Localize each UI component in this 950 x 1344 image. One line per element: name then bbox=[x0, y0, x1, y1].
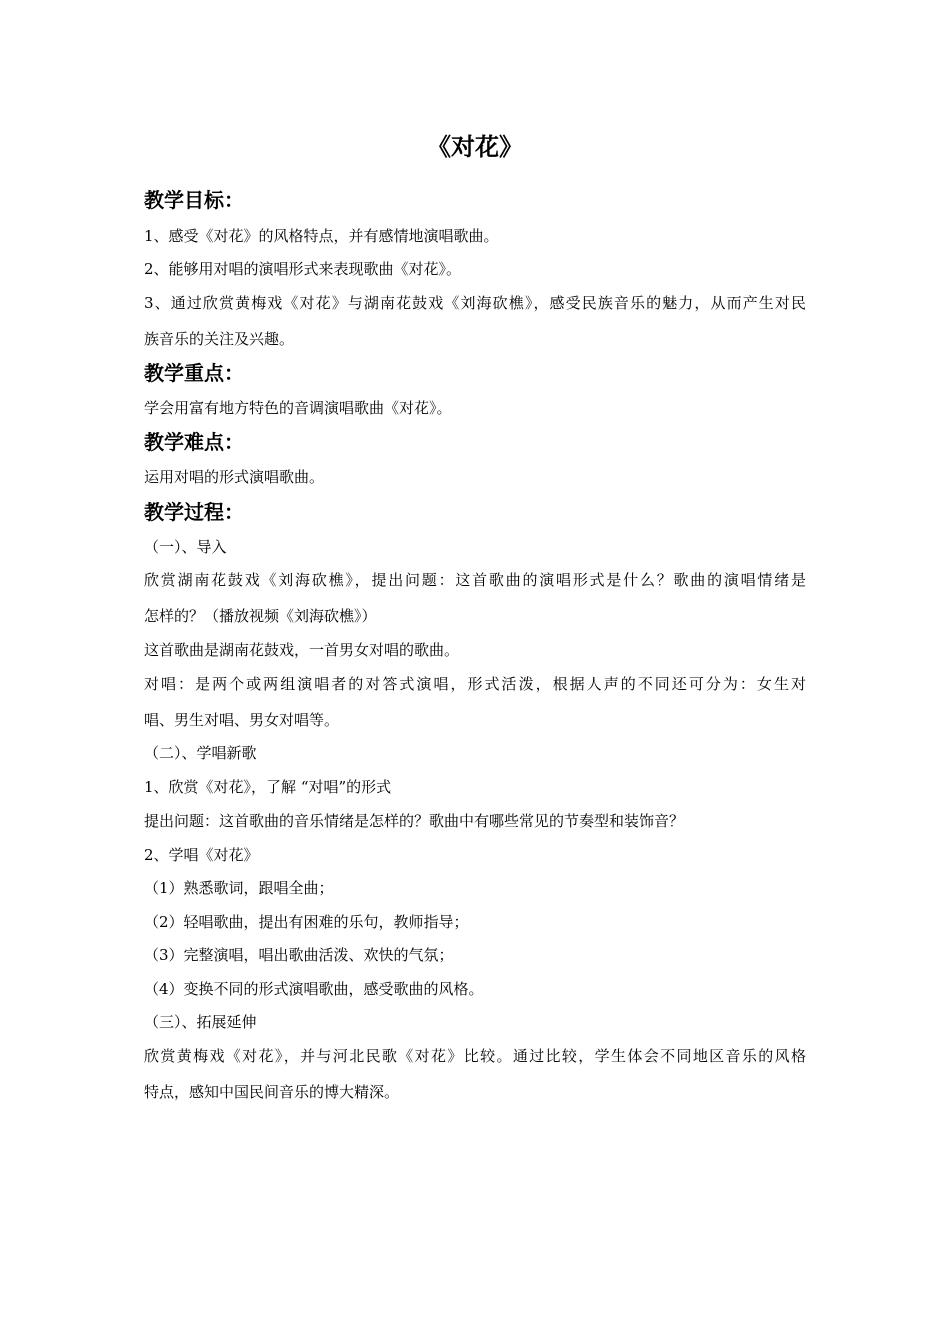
page-title: 《对花》 bbox=[427, 133, 523, 161]
process-line: 欣赏湖南花鼓戏《刘海砍樵》，提出问题：这首歌曲的演唱形式是什么？歌曲的演唱情绪是 bbox=[144, 571, 806, 589]
process-line: 怎样的？（播放视频《刘海砍樵》） bbox=[144, 607, 377, 625]
process-step-learn: （二）、学唱新歌 bbox=[144, 744, 257, 762]
process-step-extend: （三）、拓展延伸 bbox=[144, 1013, 257, 1031]
process-line: 1、欣赏《对花》，了解 “对唱”的形式 bbox=[144, 778, 392, 796]
process-line: 欣赏黄梅戏《对花》，并与河北民歌《对花》比较。通过比较，学生体会不同地区音乐的风格 bbox=[144, 1047, 806, 1065]
process-substep: （1）熟悉歌词，跟唱全曲； bbox=[144, 879, 334, 897]
process-heading: 教学过程： bbox=[144, 500, 244, 524]
objectives-heading: 教学目标： bbox=[144, 188, 244, 212]
difficulty-item-1: 运用对唱的形式演唱歌曲。 bbox=[144, 468, 325, 486]
process-line: 唱、男生对唱、男女对唱等。 bbox=[144, 711, 340, 729]
process-substep: （3）完整演唱，唱出歌曲活泼、欢快的气氛； bbox=[144, 946, 454, 964]
process-step-intro: （一）、导入 bbox=[144, 538, 227, 556]
key-point-item-1: 学会用富有地方特色的音调演唱歌曲《对花》。 bbox=[144, 399, 452, 417]
objective-item-3-continued: 族音乐的关注及兴趣。 bbox=[144, 330, 295, 348]
objective-item-2: 2、能够用对唱的演唱形式来表现歌曲《对花》。 bbox=[144, 260, 462, 278]
process-substep: （4）变换不同的形式演唱歌曲，感受歌曲的风格。 bbox=[144, 980, 484, 998]
key-points-heading: 教学重点： bbox=[144, 361, 244, 385]
process-line: 对唱：是两个或两组演唱者的对答式演唱，形式活泼，根据人声的不同还可分为：女生对 bbox=[144, 675, 806, 693]
process-line: 2、学唱《对花》 bbox=[144, 846, 259, 864]
process-line: 特点，感知中国民间音乐的博大精深。 bbox=[144, 1083, 400, 1101]
difficulties-heading: 教学难点： bbox=[144, 430, 244, 454]
process-line: 提出问题：这首歌曲的音乐情绪是怎样的？歌曲中有哪些常见的节奏型和装饰音？ bbox=[144, 812, 685, 830]
process-substep: （2）轻唱歌曲，提出有困难的乐句，教师指导； bbox=[144, 913, 469, 931]
process-line: 这首歌曲是湖南花鼓戏，一首男女对唱的歌曲。 bbox=[144, 641, 460, 659]
objective-item-3: 3、通过欣赏黄梅戏《对花》与湖南花鼓戏《刘海砍樵》，感受民族音乐的魅力，从而产生对民 bbox=[144, 294, 806, 312]
objective-item-1: 1、感受《对花》的风格特点，并有感情地演唱歌曲。 bbox=[144, 227, 499, 245]
